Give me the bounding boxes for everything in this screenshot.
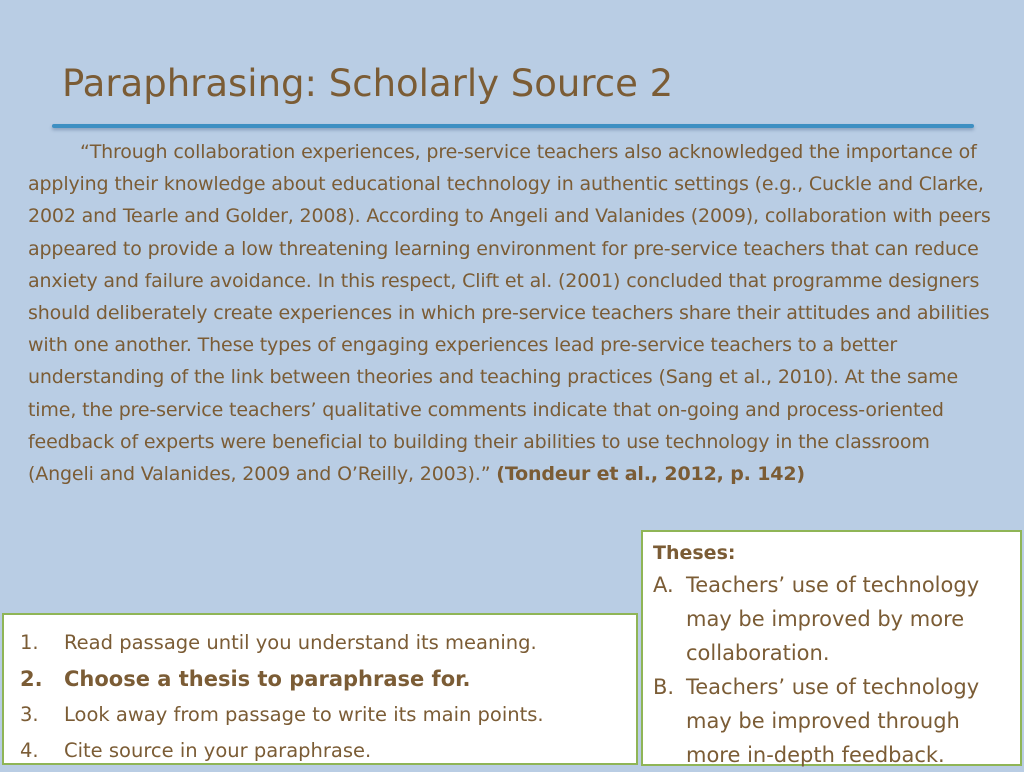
theses-list (653, 568, 1010, 772)
theses-heading: Theses: (653, 542, 736, 564)
step-text: Choose a thesis to paraphrase for. (64, 667, 471, 691)
quote-text: “Through collaboration experiences, pre-service teachers also acknowledged the importance of applying their knowledge about educational technology in authentic settings (e.g., Cuckle and Clarke, 2002 and Tearle and Golder, 2008). According to Angeli and Valanides (2009), collaboration with peers appeared to provide a low threatening learning environment for pre-service teachers that can reduce anxiety and failure avoidance. In this respect, Clift et al. (2001) concluded that programme designers should deliberately create experiences in which pre-service teachers share their attitudes and abilities with one another. These types of engaging experiences lead pre-service teachers to a better understanding of the link between theories and teaching practices (Sang et al., 2010). At the same time, the pre-service teachers’ qualitative comments indicate that on-going and process-oriented feedback of experts were beneficial to building their abilities to use technology in the classroom (Angeli and Valanides, 2009 and O’Reilly, 2003).” (28, 141, 991, 486)
slide-title: Paraphrasing: Scholarly Source 2 (62, 62, 674, 105)
thesis-text: Teachers’ use of technology may be improved through more in-depth feedback. (686, 675, 980, 767)
step-item-highlighted (4, 661, 636, 697)
step-item (4, 697, 636, 733)
thesis-item (653, 670, 1010, 772)
steps-list (4, 615, 636, 769)
title-divider (52, 124, 974, 128)
thesis-letter: A. (653, 573, 674, 597)
step-item (4, 733, 636, 769)
step-text: Look away from passage to write its main points. (64, 703, 544, 726)
step-number: 1. (20, 631, 39, 654)
thesis-item (653, 568, 1010, 670)
thesis-letter: B. (653, 675, 675, 699)
step-item (4, 625, 636, 661)
thesis-text: Teachers’ use of technology may be improved by more collaboration. (686, 573, 980, 665)
step-number: 4. (20, 739, 39, 762)
quote-paragraph (28, 136, 1000, 490)
steps-box (2, 613, 638, 765)
theses-box (641, 530, 1022, 766)
quote-citation: (Tondeur et al., 2012, p. 142) (496, 463, 805, 486)
step-text: Cite source in your paraphrase. (64, 739, 372, 762)
step-text: Read passage until you understand its meaning. (64, 631, 537, 654)
step-number: 3. (20, 703, 39, 726)
step-number: 2. (20, 667, 43, 691)
